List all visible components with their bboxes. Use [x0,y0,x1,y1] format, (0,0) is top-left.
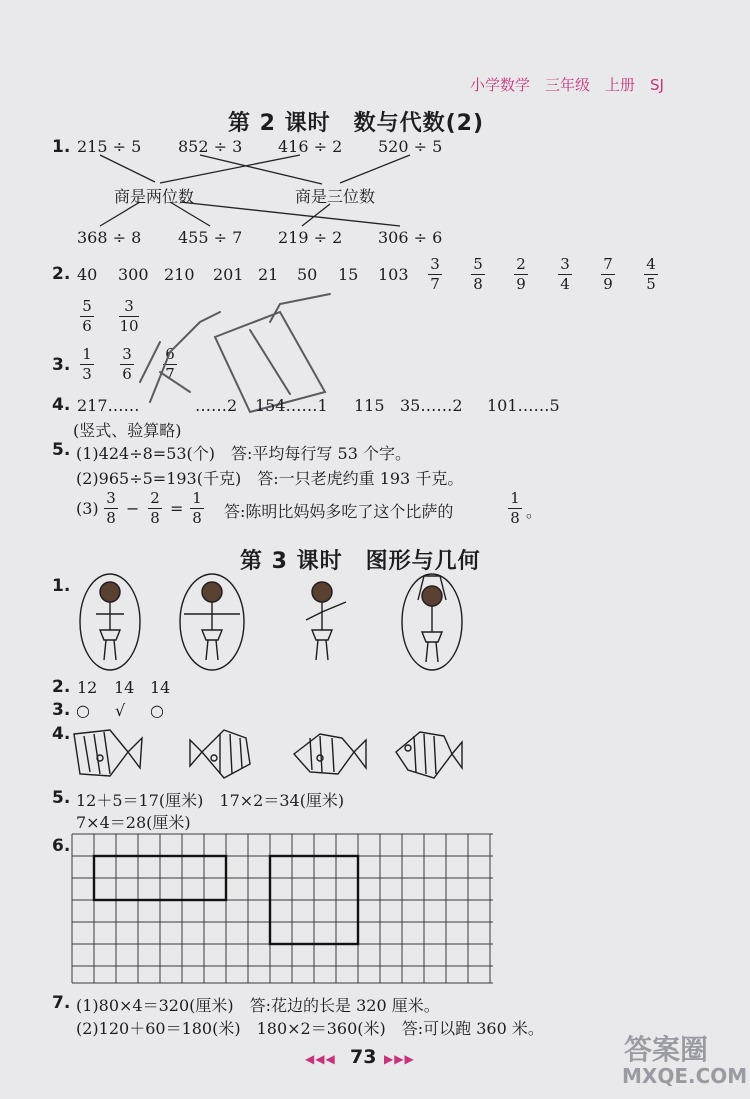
q2-fraction: 3 7 [428,256,442,293]
s3-q7-line-1: (1)80×4＝320(厘米) 答:花边的长是 320 厘米。 [76,996,440,1015]
q4-item-1: 217…… [77,396,140,415]
q5-fraction: 1 8 [190,490,204,527]
q2-number: 2. [52,264,71,284]
s3-q6-number: 6. [52,836,71,856]
q5-line-2: (2)965÷5=193(千克) 答:一只老虎约重 193 千克。 [76,469,464,488]
q2-value-1: 40 [77,265,98,284]
q4-number: 4. [52,395,71,415]
q4-item-4: 115 [354,396,385,415]
q2-value-6: 50 [297,265,318,284]
s3-q3-mark-1: ○ [76,701,90,720]
q3-fraction: 6 7 [163,346,177,383]
s3-q2-value-1: 12 [77,678,98,697]
s3-q5-number: 5. [52,788,71,808]
q5-minus-sign: − [126,499,140,518]
girls-figures [0,570,750,680]
girl-figure-2 [180,574,244,670]
q2-value-5: 21 [258,265,279,284]
page-number: 73 [350,1046,377,1068]
q1-line-455 [170,202,210,226]
q1-number: 1. [52,137,71,157]
q4-item-5: 35……2 [400,396,463,415]
girl-figure-4 [402,574,462,670]
s3-q4-number: 4. [52,724,71,744]
s3-q7-number: 7. [52,993,71,1013]
s3-q3-mark-3: ○ [150,701,164,720]
q1-label-three-digit: 商是三位数 [295,187,376,206]
page-header: 小学数学 三年级 上册 SJ [470,76,664,94]
q1-bottom-4: 306 ÷ 6 [378,228,443,247]
fish-figure-1 [74,730,142,776]
watermark-text: MXQE.COM [622,1064,748,1088]
s3-q5-line-2: 7×4＝28(厘米) [76,813,191,832]
q1-top-2: 852 ÷ 3 [178,137,243,156]
s3-q2-number: 2. [52,677,71,697]
s3-q3-mark-2: √ [115,701,126,720]
s3-q2-value-2: 14 [114,678,135,697]
s3-q5-line-1: 12＋5＝17(厘米) 17×2＝34(厘米) [76,791,345,810]
q3-fraction: 3 6 [120,346,134,383]
q2-fraction: 5 6 [80,298,94,335]
footer-right-arrows: ▶▶▶ [384,1052,415,1066]
q5-fraction: 3 8 [104,490,118,527]
q1-bottom-2: 455 ÷ 7 [178,228,243,247]
q4-item-6: 101……5 [487,396,560,415]
q5-line-3-answer: 答:陈明比妈妈多吃了这个比萨的 [224,502,454,521]
q3-fraction: 1 3 [80,346,94,383]
q1-line-852 [200,155,322,184]
section-2-title: 第 2 课时 数与代数(2) [228,111,485,136]
q2-fraction: 2 9 [514,256,528,293]
q1-line-306 [180,202,400,226]
q4-note: (竖式、验算略) [73,421,182,440]
q2-fraction: 5 8 [471,256,485,293]
q2-value-8: 103 [378,265,409,284]
q1-line-368 [100,202,140,226]
q2-fraction: 7 9 [601,256,615,293]
q5-equals-sign: = [170,499,184,518]
q2-value-4: 201 [213,265,244,284]
q1-label-two-digit: 商是两位数 [114,187,195,206]
q1-bottom-3: 219 ÷ 2 [278,228,343,247]
fish-figure-4 [396,732,462,778]
q1-top-3: 416 ÷ 2 [278,137,343,156]
girl-figure-3 [306,582,346,660]
q2-value-3: 210 [164,265,195,284]
fish-figures [60,722,470,784]
q5-answer-fraction: 1 8 [508,490,522,527]
fish-figure-2 [190,730,250,778]
q1-top-1: 215 ÷ 5 [77,137,142,156]
q4-item-2: ……2 [195,396,238,415]
q1-bottom-1: 368 ÷ 8 [77,228,142,247]
q1-line-416 [160,155,300,183]
q2-fraction: 3 4 [558,256,572,293]
q2-value-2: 300 [118,265,149,284]
girl-figure-1 [80,574,140,670]
s3-q7-line-2: (2)120＋60＝180(米) 180×2＝360(米) 答:可以跑 360 米。 [76,1019,544,1038]
q3-number: 3. [52,355,71,375]
q1-line-219 [302,204,330,226]
q1-top-4: 520 ÷ 5 [378,137,443,156]
q2-value-7: 15 [338,265,359,284]
q1-line-520 [340,155,410,183]
s3-q2-value-3: 14 [150,678,171,697]
section-3-title: 第 3 课时 图形与几何 [240,549,481,574]
s3-q1-number: 1. [52,576,71,596]
q5-fraction: 2 8 [148,490,162,527]
q1-matching-lines [0,0,750,300]
q5-line-1: (1)424÷8=53(个) 答:平均每行写 53 个字。 [76,444,411,463]
q4-item-3: 154……1 [255,396,328,415]
q5-line-3-prefix: (3) [76,499,99,518]
q2-fraction: 4 5 [644,256,658,293]
s3-q3-number: 3. [52,700,71,720]
q2-fraction: 3 10 [119,297,139,335]
footer-left-arrows: ◀◀◀ [305,1052,336,1066]
watermark-logo: 答案圈 [624,1033,709,1066]
q5-line-3-end: 。 [526,502,543,521]
fish-figure-3 [294,734,366,774]
q5-number: 5. [52,440,71,460]
q1-line-215 [100,155,155,182]
drawing-grid [70,832,496,986]
